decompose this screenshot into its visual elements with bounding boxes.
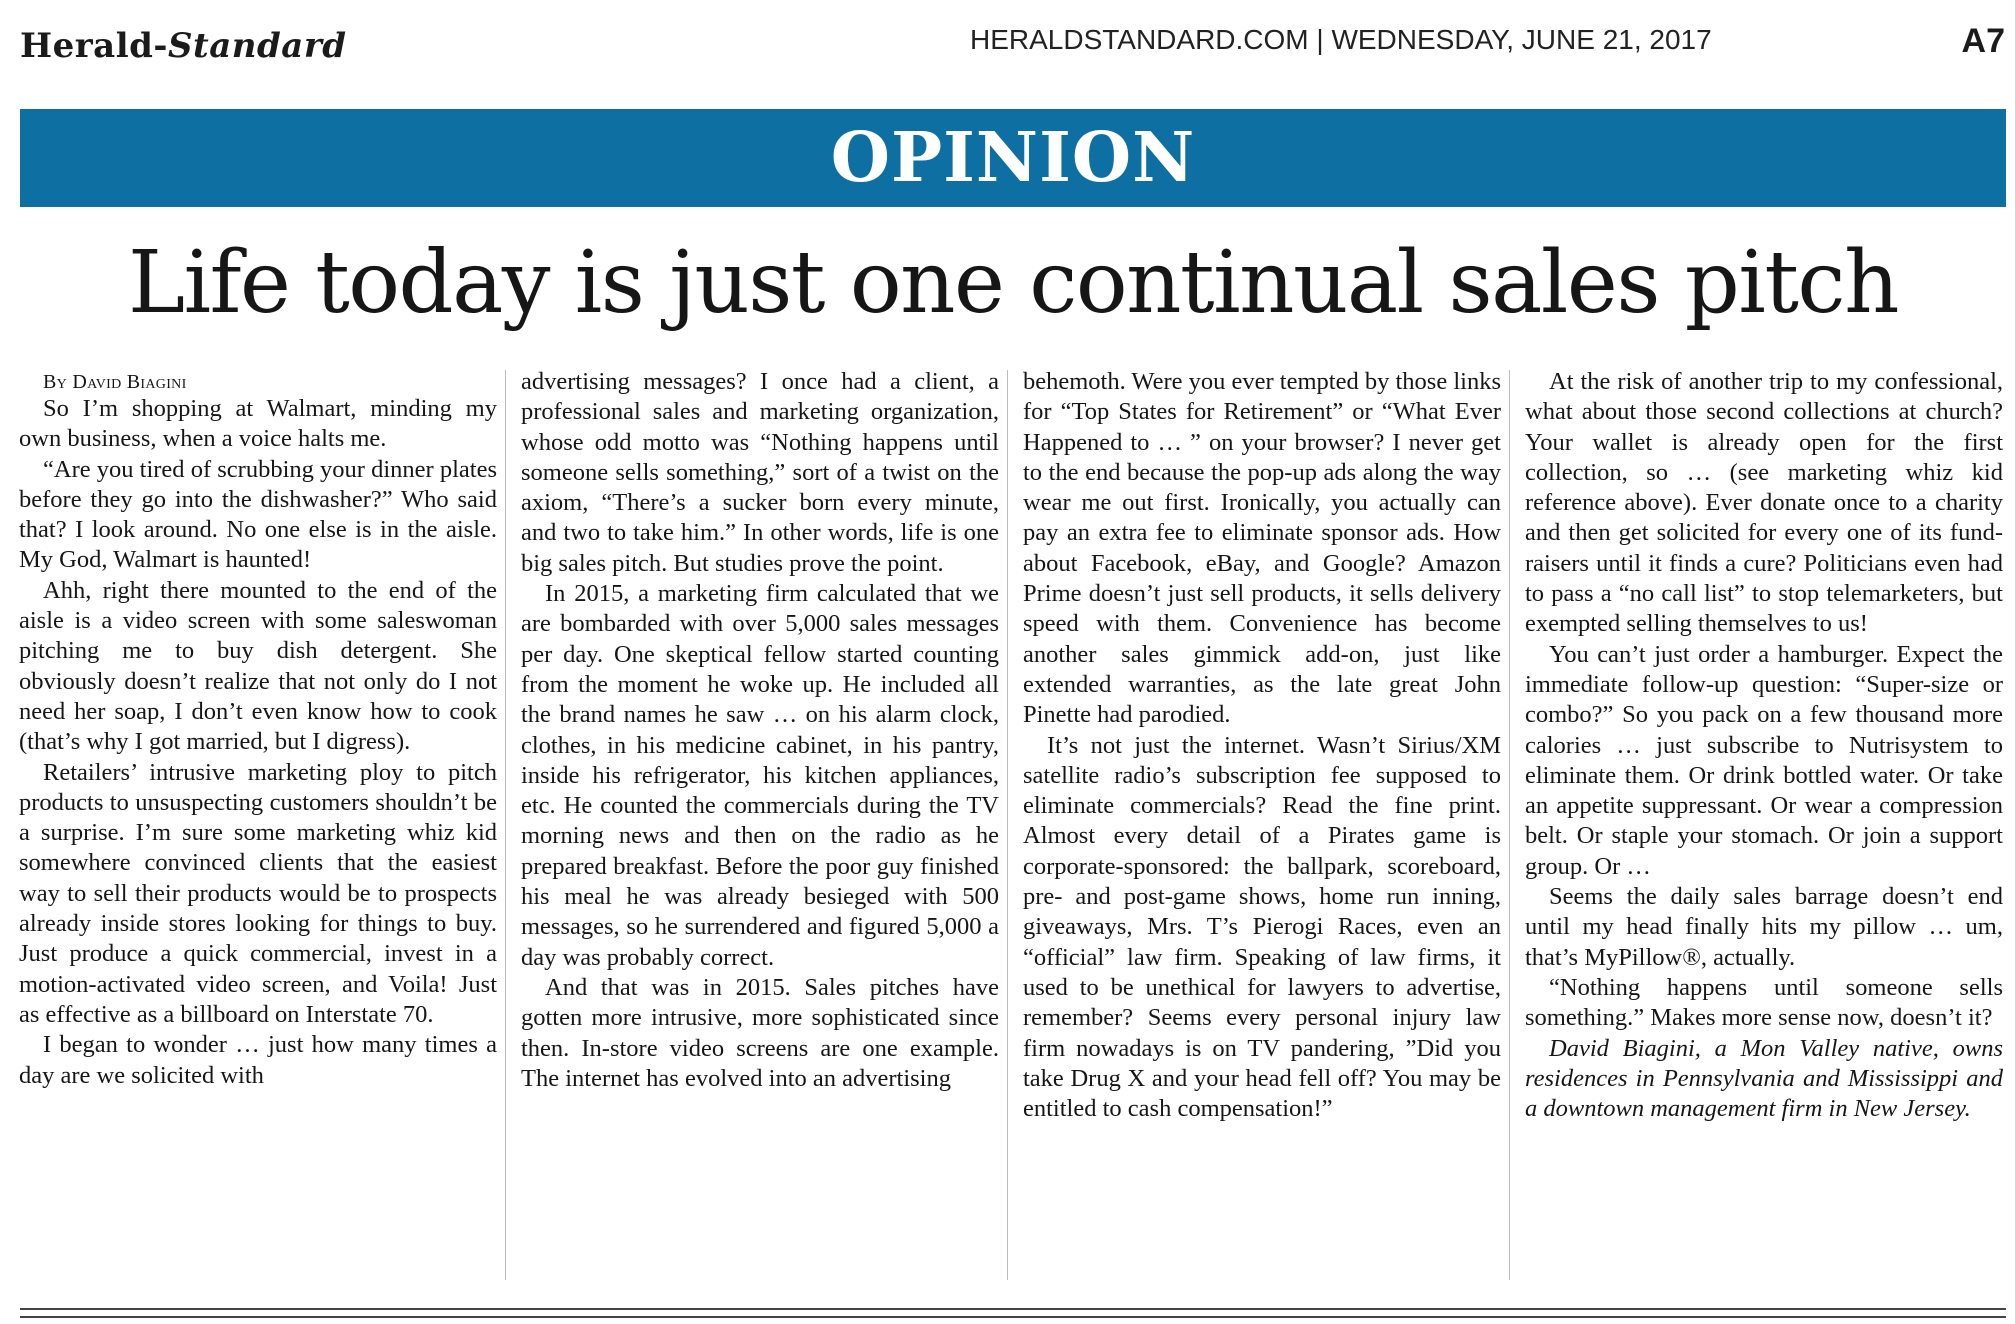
- page-number: A7: [1961, 22, 2005, 60]
- author-tagline: David Biagini, a Mon Valley native, owns residences in Pennsylvania and Mississippi and a downtown management firm in New Jersey.: [1525, 1034, 2003, 1123]
- article-headline: Life today is just one continual sales pitch: [128, 233, 1898, 333]
- logo-text-herald: Herald-: [20, 26, 168, 66]
- article-column-2: [521, 367, 999, 1277]
- masthead: [20, 24, 2005, 70]
- byline: By David Biagini: [43, 371, 187, 393]
- paragraph: Retailers’ intrusive marketing ploy to pitch products to unsuspecting customers shouldn’t be a surprise. I’m sure some marketing whiz kid somewhere convinced clients that the easiest way to sell their products would be to prospects already inside stores looking for things to buy. Just produce a quick commercial, invest in a motion-activated video screen, and Voila! Just as effective as a billboard on Interstate 70.: [19, 758, 497, 1028]
- paragraph: At the risk of another trip to my confessional, what about those second collections at church? Your wallet is already open for the first collection, so … (see marketing whiz kid reference above). Ever donate once to a charity and then get solicited for every one of its fund-raisers until it finds a cure? Politicians even had to pass a “no call list” to stop telemarketers, but exempted selling themselves to us!: [1525, 368, 2003, 638]
- paragraph: It’s not just the internet. Wasn’t Sirius/XM satellite radio’s subscription fee supposed to eliminate commercials? Read the fine print. Almost every detail of a Pirates game is corporate-sponsored: the ballpark, scoreboard, pre- and post-game shows, home run inning, giveaways, Mrs. T’s Pierogi Races, even an “official” law firm. Speaking of law firms, it used to be unethical for lawyers to advertise, remember? Seems every personal injury law firm nowadays is on TV pandering, ”Did you take Drug X and your head fell off? You may be entitled to cash compensation!”: [1023, 731, 1501, 1123]
- bottom-rule: [20, 1308, 2006, 1318]
- column-divider: [1007, 370, 1008, 1280]
- logo-text-standard: Standard: [168, 26, 347, 66]
- paragraph: Seems the daily sales barrage doesn’t end until my head finally hits my pillow … um, that’s MyPillow®, actually.: [1525, 883, 2003, 971]
- paragraph: So I’m shopping at Walmart, minding my own business, when a voice halts me.: [19, 395, 497, 453]
- section-banner: [20, 109, 2006, 207]
- paragraph: You can’t just order a hamburger. Expect the immediate follow-up question: “Super-size or combo?” So you pack on a few thousand more calories … just subscribe to Nutrisystem to eliminate them. Or drink bottled water. Or take an appetite suppressant. Or wear a compression belt. Or staple your stomach. Or join a support group. Or …: [1525, 640, 2003, 880]
- article-column-1: [19, 370, 497, 1280]
- paragraph: And that was in 2015. Sales pitches have gotten more intrusive, more sophisticated since then. In-store video screens are one example. The internet has evolved into an advertising: [521, 973, 999, 1092]
- article-column-4: [1525, 367, 2003, 1277]
- column-divider: [505, 370, 506, 1280]
- article-column-3: [1023, 367, 1501, 1277]
- paragraph: “Nothing happens until someone sells something.” Makes more sense now, doesn’t it?: [1525, 973, 2003, 1032]
- paragraph: I began to wonder … just how many times a day are we solicited with: [19, 1031, 497, 1089]
- paragraph-continued: advertising messages? I once had a client, a professional sales and marketing organization, whose odd motto was “Nothing happens until someone sells something,” sort of a twist on the axiom, “There’s a sucker born every minute, and two to take him.” In other words, life is one big sales pitch. But studies prove the point.: [521, 368, 999, 577]
- paragraph-continued: behemoth. Were you ever tempted by those links for “Top States for Retirement” or “What Ever Happened to … ” on your browser? I never get to the end because the pop-up ads along the way wear me out first. Ironically, you actually can pay an extra fee to eliminate sponsor ads. How about Facebook, eBay, and Google? Amazon Prime doesn’t just sell products, it sells delivery speed with them. Convenience has become another sales gimmick add-on, just like extended warranties, as the late great John Pinette had parodied.: [1023, 368, 1501, 729]
- dateline: HERALDSTANDARD.COM | WEDNESDAY, JUNE 21, 2017: [970, 24, 1712, 55]
- paragraph: In 2015, a marketing firm calculated that we are bombarded with over 5,000 sales messages per day. One skeptical fellow started counting from the moment he woke up. He included all the brand names he saw … on his alarm clock, clothes, in his medicine cabinet, in his pantry, inside his refrigerator, his kitchen appliances, etc. He counted the commercials during the TV morning news and then on the radio as he prepared breakfast. Before the poor guy finished his meal he was already besieged with 500 messages, so he surrendered and figured 5,000 a day was probably correct.: [521, 580, 999, 971]
- column-divider: [1509, 370, 1510, 1280]
- newspaper-logo[interactable]: [20, 26, 347, 66]
- paragraph: Ahh, right there mounted to the end of the aisle is a video screen with some saleswoman pitching me to buy dish detergent. She obviously doesn’t realize that not only do I not need her soap, I don’t even know how to cook (that’s why I got married, but I digress).: [19, 576, 497, 756]
- section-label: OPINION: [830, 118, 1196, 198]
- paragraph: “Are you tired of scrubbing your dinner plates before they go into the dishwasher?” Who said that? I look around. No one else is in the aisle. My God, Walmart is haunted!: [19, 455, 497, 574]
